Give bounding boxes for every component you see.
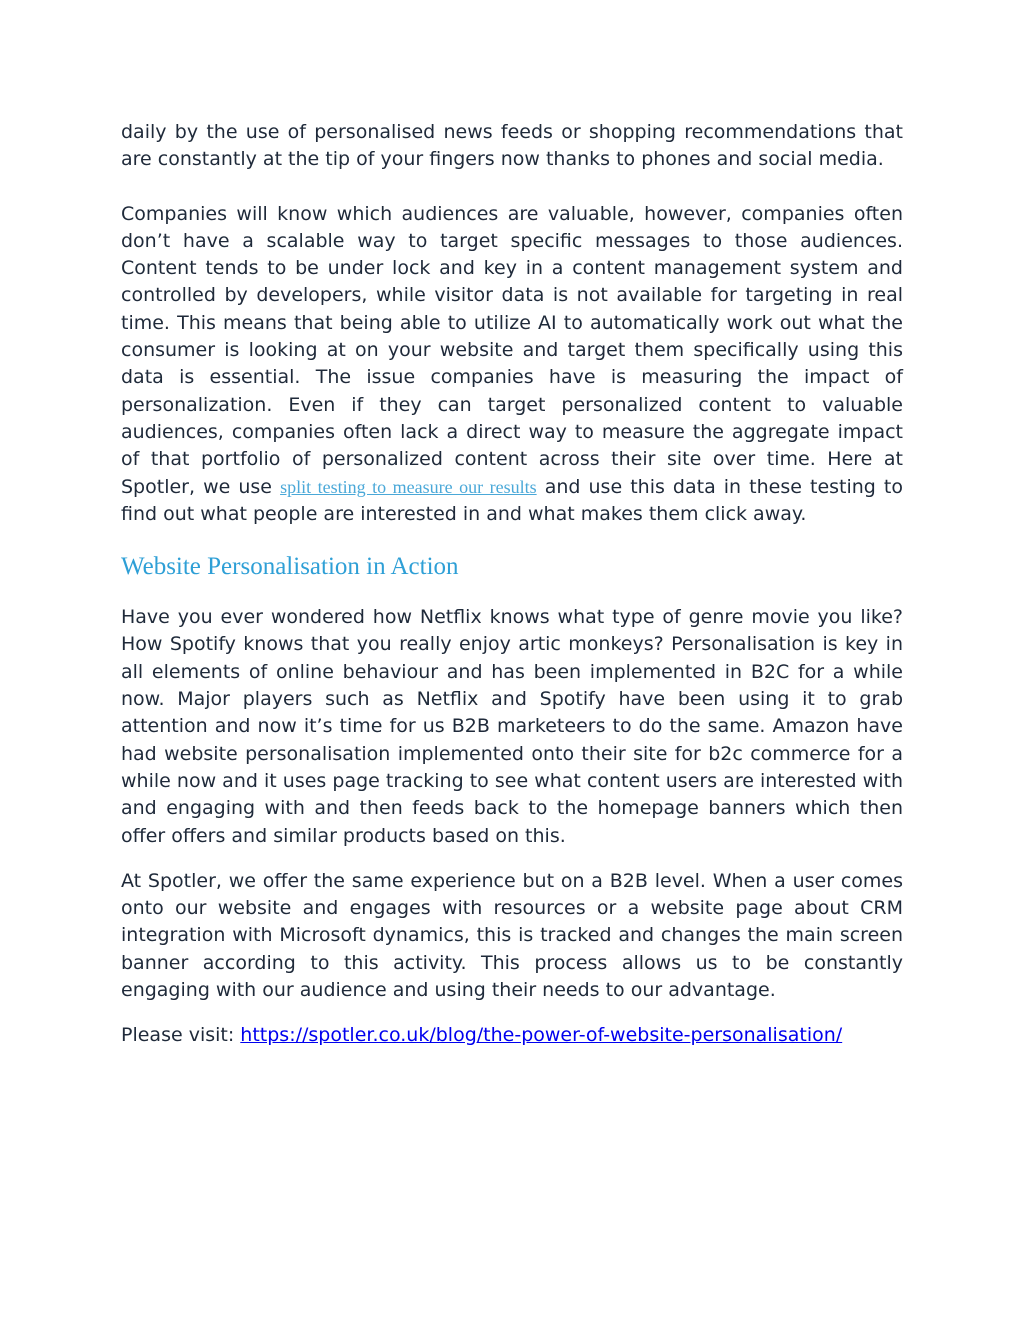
visit-label: Please visit: bbox=[121, 1024, 241, 1047]
split-testing-link[interactable]: split testing to measure our results bbox=[280, 476, 537, 497]
document-page bbox=[121, 119, 903, 1050]
blog-url-link[interactable]: https://spotler.co.uk/blog/the-power-of-website-personalisation/ bbox=[240, 1024, 843, 1047]
companies-tail-text: and use this data in these testing to find out what people are interested in and what makes them click away. bbox=[121, 475, 903, 525]
netflix-paragraph: Have you ever wondered how Netflix knows what type of genre movie you like? How Spotify knows that you really enjoy artic monkeys? Personalisation is key in all elements of online behaviour and has been implemented in B2C for a while now. Major players such as Netflix and Spotify have been using it to grab attention and now it’s time for us B2B marketeers to do the same. Amazon have had website personalisation implemented onto their site for b2c commerce for a while now and it uses page tracking to see what content users are interested with and engaging with and then feeds back to the homepage banners which then offer offers and similar products based on this. bbox=[121, 606, 903, 847]
section-heading: Website Personalisation in Action bbox=[121, 553, 459, 581]
intro-paragraph: daily by the use of personalised news feeds or shopping recommendations that are constantly at the tip of your fingers now thanks to phones and social media. bbox=[121, 121, 903, 171]
companies-text: Companies will know which audiences are valuable, however, companies often don’t have a scalable way to target specific messages to those audiences. Content tends to be under lock and key in a content management system and controlled by developers, while visitor data is not available for targeting in real time. This means that being able to utilize AI to automatically work out what the consumer is looking at on your website and target them specifically using this data is essential. The issue companies have is measuring the impact of personalization. Even if they can target personalized content to valuable audiences, companies often lack a direct way to measure the aggregate impact of that portfolio of personalized content across their site over time. Here at Spotler, we use bbox=[121, 202, 903, 498]
spotler-paragraph: At Spotler, we offer the same experience but on a B2B level. When a user comes onto our website and engages with resources or a website page about CRM integration with Microsoft dynamics, this is tracked and changes the main screen banner according to this activity. This process allows us to be constantly engaging with our audience and using their needs to our advantage. bbox=[121, 869, 903, 1002]
visit-line bbox=[121, 1022, 903, 1049]
companies-paragraph bbox=[121, 201, 903, 529]
